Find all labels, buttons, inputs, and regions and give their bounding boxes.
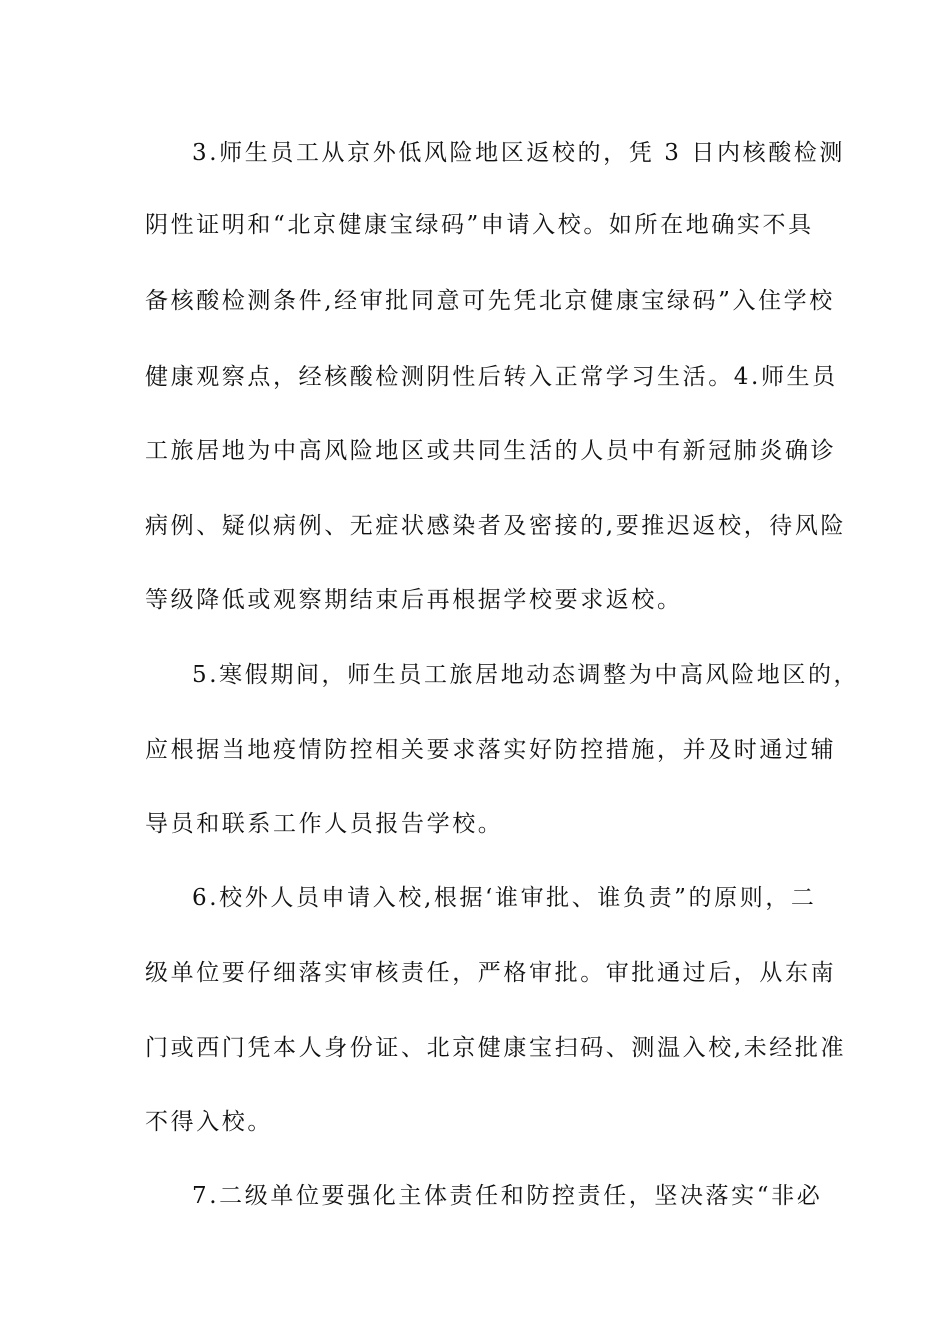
paragraph-5-line-1: 5.寒假期间，师生员工旅居地动态调整为中高风险地区的，: [192, 662, 860, 688]
paragraph-5-line-3: 导员和联系工作人员报告学校。: [145, 811, 504, 837]
paragraph-7-line-1: 7.二级单位要强化主体责任和防控责任，坚决落实“非必: [192, 1183, 823, 1209]
paragraph-3-line-5: 工旅居地为中高风险地区或共同生活的人员中有新冠肺炎确诊: [145, 438, 837, 464]
paragraph-3-line-2: 阴性证明和“北京健康宝绿码”申请入校。如所在地确实不具: [145, 212, 814, 238]
paragraph-6-line-4: 不得入校。: [145, 1109, 273, 1135]
paragraph-5-line-2: 应根据当地疫情防控相关要求落实好防控措施，并及时通过辅: [145, 737, 837, 763]
paragraph-6-line-2: 级单位要仔细落实审核责任，严格审批。审批通过后，从东南: [145, 960, 837, 986]
paragraph-6-line-1: 6.校外人员申请入校,根据‘谁审批、谁负责”的原则，二: [192, 885, 817, 911]
paragraph-3-line-1: 3.师生员工从京外低风险地区返校的，凭 3 日内核酸检测: [192, 140, 845, 166]
paragraph-3-line-4: 健康观察点，经核酸检测阴性后转入正常学习生活。4.师生员: [145, 364, 838, 390]
paragraph-3-line-7: 等级降低或观察期结束后再根据学校要求返校。: [145, 587, 683, 613]
paragraph-6-line-3: 门或西门凭本人身份证、北京健康宝扫码、测温入校,未经批准: [145, 1035, 847, 1061]
paragraph-3-line-6: 病例、疑似病例、无症状感染者及密接的,要推迟返校，待风险: [145, 513, 847, 539]
paragraph-3-line-3: 备核酸检测条件,经审批同意可先凭北京健康宝绿码”入住学校: [145, 288, 835, 314]
